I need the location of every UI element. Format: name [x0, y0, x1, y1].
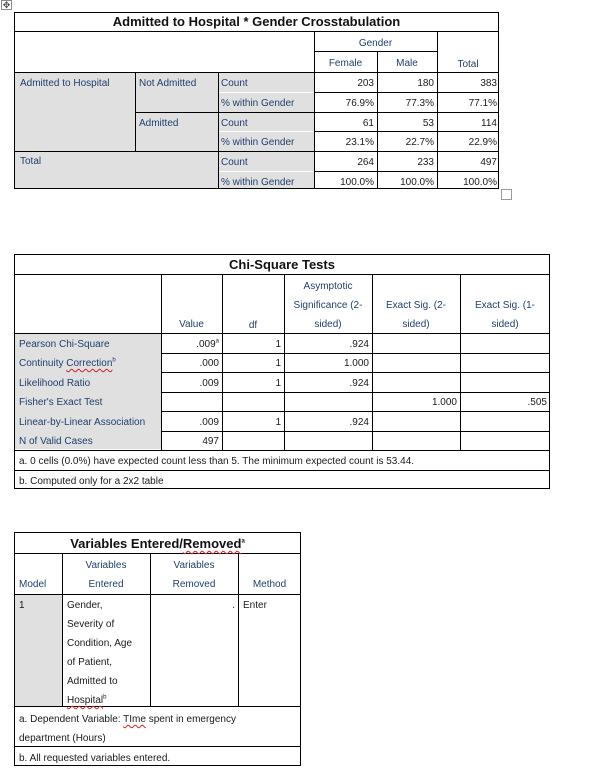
cell-value: 77.1%	[468, 98, 497, 109]
header-df: df	[248, 320, 258, 331]
admitted-label: Admitted	[139, 118, 179, 129]
header-exact1-1: Exact Sig. (1-	[474, 300, 536, 311]
header-entered-1: Variables	[85, 560, 127, 571]
cell-df: 1	[275, 339, 281, 350]
cell-value: 22.7%	[405, 137, 434, 148]
header-asym-2: Significance (2-	[293, 300, 363, 311]
method-value: Enter	[243, 600, 267, 611]
cell-value: 114	[481, 118, 497, 129]
col-female: Female	[328, 58, 363, 69]
footnote-a-cont: department (Hours)	[19, 733, 106, 744]
cell-value: .009$^a$	[196, 338, 219, 350]
cell-asym: .924	[349, 417, 369, 428]
cell-value: 61	[362, 118, 374, 129]
cell-value: .000	[199, 358, 219, 369]
cell-value: 76.9%	[345, 98, 374, 109]
removed-value: .	[232, 600, 235, 611]
total-row-label: Total	[20, 156, 42, 167]
header-asym-1: Asymptotic	[303, 281, 353, 292]
row-label: Linear-by-Linear Association	[19, 417, 146, 428]
cell-value: 77.3%	[405, 98, 434, 109]
cell-df: 1	[275, 358, 281, 369]
crosstab-title: Admitted to Hospital * Gender Crosstabulation	[112, 14, 401, 29]
not-admitted-label: Not Admitted	[139, 78, 197, 89]
cell-value: 264	[357, 157, 374, 168]
cell-value: 100.0%	[400, 177, 434, 188]
pct-label: % within Gender	[221, 98, 295, 109]
cell-value: 383	[480, 78, 497, 89]
header-removed-2: Removed	[172, 579, 216, 590]
cell-asym: .924	[349, 339, 369, 350]
entered-line: Gender,	[67, 600, 103, 611]
cell-value: 203	[357, 78, 374, 89]
header-asym-3: sided)	[314, 319, 342, 330]
row-label: Continuity Correction$^b$	[19, 357, 116, 369]
entered-line: Severity of	[67, 619, 115, 630]
row-var-label: Admitted to Hospital	[20, 78, 110, 89]
pct-label: % within Gender	[221, 137, 295, 148]
col-total: Total	[457, 59, 479, 70]
cell-exact1: .505	[527, 397, 547, 408]
footnote-b: b. Computed only for a 2x2 table	[19, 476, 164, 487]
cell-asym: .924	[349, 378, 369, 389]
cell-asym: 1.000	[343, 358, 369, 369]
entered-line: Condition, Age	[67, 638, 133, 649]
pct-label: % within Gender	[221, 177, 295, 188]
gender-header: Gender	[358, 38, 393, 49]
cell-value: 100.0%	[463, 177, 497, 188]
cell-value: 497	[202, 436, 219, 447]
cell-value: .009	[199, 417, 219, 428]
header-method: Method	[252, 579, 287, 590]
entered-line: Admitted to	[67, 676, 118, 687]
cell-value: 22.9%	[468, 137, 497, 148]
entered-line: of Patient,	[67, 657, 113, 668]
table-move-handle-icon[interactable]: ✥	[2, 0, 11, 10]
cell-df: 1	[275, 378, 281, 389]
row-label: Fisher's Exact Test	[19, 397, 103, 408]
cell-value: 100.0%	[340, 177, 374, 188]
count-label: Count	[221, 78, 248, 89]
header-value: Value	[179, 319, 204, 330]
count-label: Count	[221, 118, 248, 129]
row-label: N of Valid Cases	[19, 436, 93, 447]
col-male: Male	[396, 58, 418, 69]
cell-value: 180	[417, 78, 434, 89]
cell-value: 233	[417, 157, 434, 168]
cell-value: 53	[422, 118, 434, 129]
footnote-b: b. All requested variables entered.	[19, 753, 171, 764]
cell-value: .009	[199, 378, 219, 389]
cell-exact2: 1.000	[431, 397, 457, 408]
model-number: 1	[19, 600, 25, 611]
vars-title: Variables Entered/Removed$^a$	[70, 536, 245, 551]
cell-value: 497	[480, 157, 497, 168]
header-removed-1: Variables	[173, 560, 215, 571]
footnote-a: a. 0 cells (0.0%) have expected count less than 5. The minimum expected count is 53.44.	[19, 456, 415, 467]
cell-df: 1	[275, 417, 281, 428]
header-exact1-2: sided)	[491, 319, 519, 330]
header-exact2-1: Exact Sig. (2-	[385, 300, 447, 311]
row-label: Pearson Chi-Square	[19, 339, 110, 350]
footnote-a: a. Dependent Variable: TIme spent in emergency	[19, 714, 236, 725]
table-resize-handle-icon[interactable]	[501, 189, 512, 200]
header-entered-2: Entered	[88, 579, 124, 590]
entered-line: Hospital$^b$	[67, 694, 107, 706]
count-label: Count	[221, 157, 248, 168]
header-exact2-2: sided)	[402, 319, 430, 330]
row-label: Likelihood Ratio	[19, 378, 91, 389]
cell-value: 23.1%	[345, 137, 374, 148]
header-model: Model	[19, 579, 47, 590]
chisq-title: Chi-Square Tests	[229, 257, 335, 272]
